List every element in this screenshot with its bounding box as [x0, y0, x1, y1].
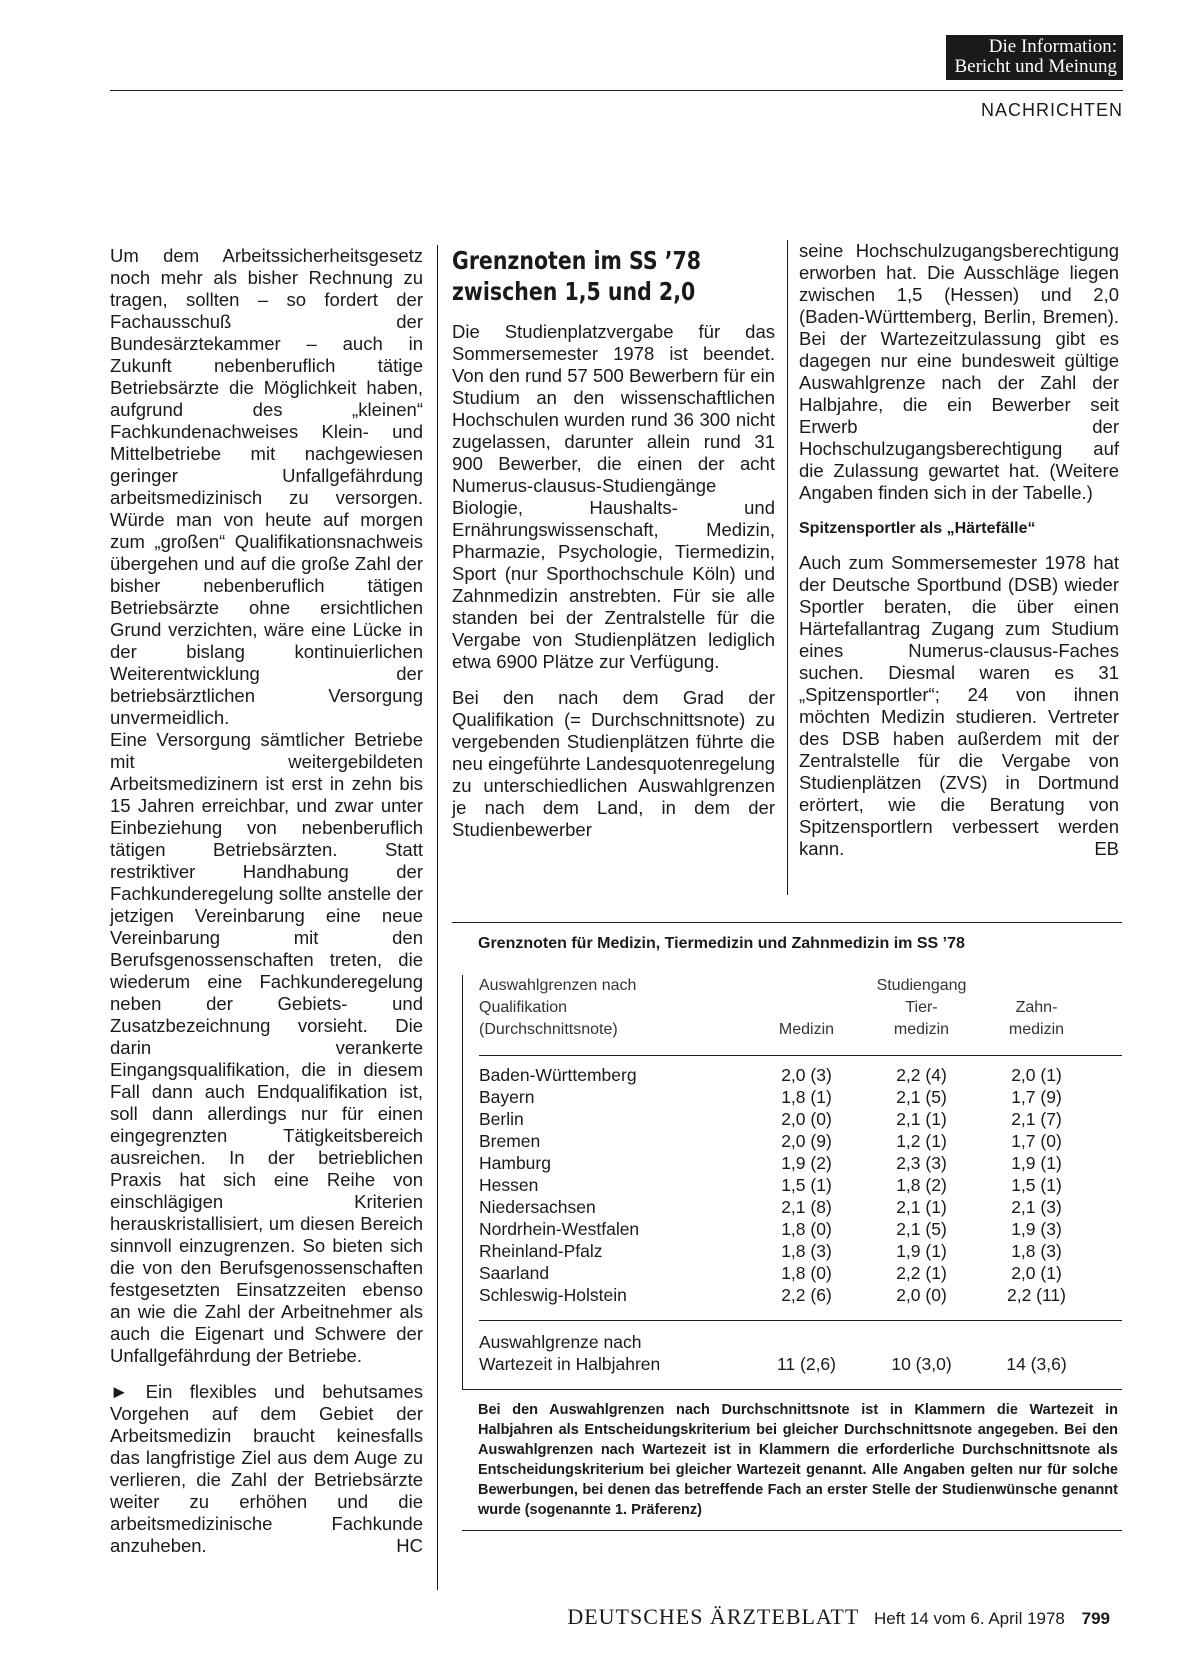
cell-tiermedizin: 2,0 (0) — [896, 1285, 947, 1305]
cell-text: 14 (3,6) — [1006, 1354, 1067, 1374]
table-row — [479, 1152, 1122, 1174]
cell-tiermedizin: 2,2 (1) — [896, 1263, 947, 1283]
cell-land: Hamburg — [479, 1153, 551, 1173]
table-header — [479, 975, 1122, 1041]
table-row — [479, 1240, 1122, 1262]
header-text: Zahn- — [1015, 999, 1058, 1016]
paragraph: Eine Versorgung sämtlicher Betriebe mit weitergebildeten Arbeitsmedizinern ist erst in zehn bis 15 Jahren erreichbar, und zwar unter Einbeziehung von nebenberuflich tätigen Betriebsärzten. Statt restriktiver Handhabung der Fachkunderegelung sollte anstelle der jetzigen Vereinbarung eine neue Vereinbarung mit den Berufsgenossenschaften treten, die wiederum eine Fachkunderegelung neben der Gebiets- und Zusatzbezeichnung vorsieht. Die darin verankerte Eingangsqualifikation, die in diesem Fall dann auch Endqualifikation ist, soll dann allerdings nur für einen eingegrenzten Tätigkeitsbereich ausreichen. In der betrieblichen Praxis hat sich eine Reihe von einschlägigen Kriterien herauskristallisiert, um diesen Bereich sinnvoll einzugrenzen. So bieten sich die von den Berufsgenossenschaften festgesetzten Einsatzzeiten ebenso an wie die Zahl der Arbeitnehmer als auch die Eigenart und Schwere der Unfallgefährdung der Betriebe. — [110, 729, 423, 1366]
cell-zahnmedizin: 1,7 (0) — [1011, 1131, 1062, 1151]
header-rule — [110, 90, 1123, 91]
cell-text: Wartezeit in Halbjahren — [479, 1354, 661, 1374]
header-text: Tier- — [905, 999, 938, 1016]
table-rows — [479, 1056, 1122, 1306]
table-row — [479, 1196, 1122, 1218]
cell-zahnmedizin: 1,5 (1) — [1011, 1175, 1062, 1195]
cell-text: Auswahlgrenze nach — [479, 1332, 642, 1352]
cell-zahnmedizin: 1,9 (3) — [1011, 1219, 1062, 1239]
cell-tiermedizin: 1,2 (1) — [896, 1131, 947, 1151]
header-text: Qualifikation — [479, 999, 568, 1016]
section-label: NACHRICHTEN — [980, 100, 1123, 120]
paragraph: seine Hochschulzugangsberechtigung erworben hat. Die Ausschläge liegen zwischen 1,5 (Hessen) und 2,0 (Baden-Württemberg, Berlin, Bremen). Bei der Wartezeitzulassung gibt es dagegen nur eine bundesweit gültige Auswahlgrenze nach der Zahl der Halbjahre, die ein Bewerber seit Erwerb der Hochschulzugangsberechtigung auf die Zulassung gewartet hat. (Weitere Angaben finden sich in der Tabelle.) — [799, 240, 1119, 503]
cell-land: Rheinland-Pfalz — [479, 1241, 603, 1261]
column-arbeitsmedizin — [110, 245, 423, 1557]
cell-zahnmedizin: 1,9 (1) — [1011, 1153, 1062, 1173]
cell-land: Hessen — [479, 1175, 539, 1195]
paragraph — [799, 552, 1119, 860]
cell-land: Schleswig-Holstein — [479, 1285, 627, 1305]
cell-tiermedizin: 2,1 (5) — [896, 1087, 947, 1107]
subheading: Spitzensportler als „Härtefälle“ — [799, 520, 1036, 537]
author-initials: HC — [396, 1535, 423, 1556]
cell-zahnmedizin: 1,7 (9) — [1011, 1087, 1062, 1107]
cell-zahnmedizin: 2,0 (1) — [1011, 1263, 1062, 1283]
cell-tiermedizin: 2,2 (4) — [896, 1065, 947, 1085]
cell-medizin: 1,8 (0) — [781, 1219, 832, 1239]
header-medizin — [749, 975, 864, 1041]
cell-tiermedizin: 2,3 (3) — [896, 1153, 947, 1173]
column-divider — [437, 245, 438, 1590]
paragraph — [110, 1381, 423, 1557]
cell-medizin: 1,9 (2) — [781, 1153, 832, 1173]
header-zahnmedizin — [979, 975, 1094, 1041]
header-group: Studiengang — [876, 977, 967, 994]
header-text: medizin — [1008, 1021, 1065, 1038]
cell-medizin: 1,8 (0) — [781, 1263, 832, 1283]
cell-medizin: 2,0 (0) — [781, 1109, 832, 1129]
cell-medizin: 1,8 (3) — [781, 1241, 832, 1261]
cell-tiermedizin: 2,1 (1) — [896, 1197, 947, 1217]
paragraph: Um dem Arbeitssicherheitsgesetz noch mehr als bisher Rechnung zu tragen, sollten – so fordert der Fachausschuß der Bundesärztekammer – auch in Zukunft nebenberuflich tätige Betriebsärzte die Möglichkeit haben, aufgrund des „kleinen“ Fachkundenachweises Klein- und Mittelbetriebe mit nachgewiesen geringer Unfallgefährdung arbeitsmedizinisch zu versorgen. Würde man von heute auf morgen zum „großen“ Qualifikationsnachweis übergehen und auf die große Zahl der bisher nebenberuflich tätigen Betriebsärzte ohne ersichtlichen Grund verzichten, wäre eine Lücke in der bislang kontinuierlichen Weiterentwicklung der betriebsärztlichen Versorgung unvermeidlich. — [110, 245, 423, 728]
page-footer — [567, 1604, 1110, 1630]
cell-tiermedizin: 1,9 (1) — [896, 1241, 947, 1261]
table-title: Grenznoten für Medizin, Tiermedizin und Zahnmedizin im SS ’78 — [452, 922, 1122, 953]
cell-medizin — [749, 1331, 864, 1375]
table-footnote: Bei den Auswahlgrenzen nach Durchschnittsnote ist in Klammern die Wartezeit in Halbjahren als Entscheidungskriterium bei gleicher Durchschnittsnote angegeben. Bei den Auswahlgrenzen nach Wartezeit ist in Klammern die erforderliche Durchschnittsnote als Entscheidungskriterium bei gleicher Wartezeit genannt. Alle Angaben gelten nur für solche Bewerbungen, bei denen das betreffende Fach an erster Stelle der Studienwünsche genannt wurde (sogenannte 1. Präferenz) — [462, 1389, 1122, 1531]
paragraph-text: ► Ein flexibles und behutsames Vorgehen auf dem Gebiet der Arbeitsmedizin braucht keinesfalls das langfristige Ziel aus dem Auge zu verlieren, die Zahl der Betriebsärzte weiter zu erhöhen und die arbeitsmedizinische Fachkunde anzuheben. — [110, 1381, 423, 1556]
author-initials: EB — [1094, 838, 1119, 859]
cell-medizin: 1,8 (1) — [781, 1087, 832, 1107]
cell-zahnmedizin: 2,2 (11) — [1006, 1285, 1066, 1305]
cell-land: Bremen — [479, 1131, 541, 1151]
article-headline: Grenznoten im SS ’78 zwischen 1,5 und 2,0 — [452, 246, 702, 306]
cell-label — [479, 1331, 749, 1375]
cell-text: 10 (3,0) — [891, 1354, 952, 1374]
grade-table — [452, 922, 1122, 1531]
cell-medizin: 1,5 (1) — [781, 1175, 832, 1195]
cell-tiermedizin: 2,1 (1) — [896, 1109, 947, 1129]
header-text: medizin — [893, 1021, 950, 1038]
table-row — [479, 1130, 1122, 1152]
column-article-continued — [799, 240, 1119, 860]
table-row-wartezeit — [479, 1321, 1122, 1389]
paragraph-text: Auch zum Sommersemester 1978 hat der Deutsche Sportbund (DSB) wieder Sportler beraten, die über einen Härtefallantrag Zugang zum Studium eines Numerus-clausus-Faches suchen. Diesmal waren es 31 „Spitzensportler“; 24 von ihnen möchten Medizin studieren. Vertreter des DSB haben außerdem mit der Zentralstelle für die Vergabe von Studienplätzen (ZVS) in Dortmund erörtert, wie die Beratung von Spitzensportlern verbessert werden kann. — [799, 552, 1119, 859]
cell-land: Bayern — [479, 1087, 535, 1107]
table-row — [479, 1108, 1122, 1130]
cell-zahnmedizin: 2,0 (1) — [1011, 1065, 1062, 1085]
table-row — [479, 1086, 1122, 1108]
header-tiermedizin — [864, 975, 979, 1041]
cell-zahnmedizin: 1,8 (3) — [1011, 1241, 1062, 1261]
table-row — [479, 1064, 1122, 1086]
cell-text: 11 (2,6) — [776, 1354, 836, 1374]
column-article — [452, 245, 775, 841]
masthead-line-2: Bericht und Meinung — [954, 56, 1117, 77]
paragraph: Bei den nach dem Grad der Qualifikation (= Durchschnittsnote) zu vergebenden Studienplätzen führte die neu eingeführte Landesquotenregelung zu unterschiedlichen Auswahlgrenzen je nach dem Land, in dem der Studienbewerber — [452, 687, 776, 840]
masthead-line-1: Die Information: — [988, 36, 1117, 57]
table-row — [479, 1284, 1122, 1306]
table-row — [479, 1218, 1122, 1240]
cell-tiermedizin: 2,1 (5) — [896, 1219, 947, 1239]
cell-land: Niedersachsen — [479, 1197, 596, 1217]
cell-land: Nordrhein-Westfalen — [479, 1219, 640, 1239]
header-text: (Durchschnittsnote) — [479, 1021, 618, 1038]
cell-tiermedizin — [864, 1331, 979, 1375]
cell-medizin: 2,2 (6) — [781, 1285, 832, 1305]
paragraph: Die Studienplatzvergabe für das Sommersemester 1978 ist beendet. Von den rund 57 500 Bewerbern für ein Studium an den wissenschaftlichen Hochschulen wurden rund 36 300 nicht zugelassen, darunter allein rund 31 900 Bewerber, die einen der acht Numerus-clausus-Studiengänge Biologie, Haushalts- und Ernährungswissenschaft, Medizin, Pharmazie, Psychologie, Tiermedizin, Sport (nur Sporthochschule Köln) und Zahnmedizin anstrebten. Für sie alle standen bei der Zentralstelle für die Vergabe von Studienplätzen lediglich etwa 6900 Plätze zur Verfügung. — [452, 321, 775, 672]
cell-tiermedizin: 1,8 (2) — [896, 1175, 947, 1195]
column-divider — [787, 240, 788, 895]
cell-land: Berlin — [479, 1109, 524, 1129]
cell-zahnmedizin: 2,1 (3) — [1011, 1197, 1062, 1217]
cell-medizin: 2,0 (3) — [781, 1065, 832, 1085]
table-row — [479, 1262, 1122, 1284]
page-number: 799 — [1081, 1609, 1110, 1628]
header-text: Auswahlgrenzen nach — [479, 977, 637, 994]
cell-land: Baden-Württemberg — [479, 1065, 637, 1085]
header-row-label — [479, 975, 749, 1041]
cell-medizin: 2,0 (9) — [781, 1131, 832, 1151]
cell-zahnmedizin: 2,1 (7) — [1011, 1109, 1062, 1129]
publication-name: DEUTSCHES ÄRZTEBLATT — [567, 1604, 860, 1629]
cell-medizin: 2,1 (8) — [781, 1197, 832, 1217]
header-text: Medizin — [778, 1021, 835, 1038]
table-body — [462, 975, 1122, 1389]
cell-zahnmedizin — [979, 1331, 1094, 1375]
table-row — [479, 1174, 1122, 1196]
masthead — [946, 35, 1123, 80]
cell-land: Saarland — [479, 1263, 550, 1283]
issue-info: Heft 14 vom 6. April 1978 — [874, 1609, 1065, 1628]
